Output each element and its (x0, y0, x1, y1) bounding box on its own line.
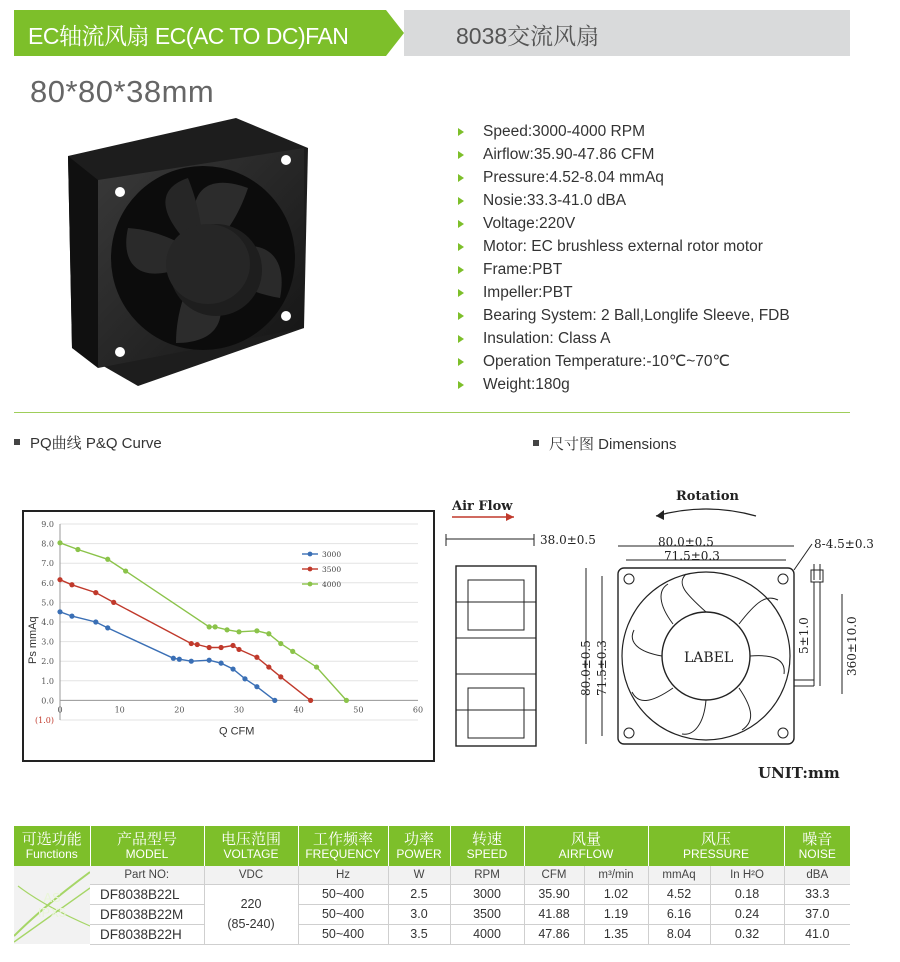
spec-item: Insulation: Class A (456, 327, 876, 350)
functions-cell (14, 866, 90, 944)
data-point (236, 647, 241, 652)
dba-cell: 37.0 (784, 904, 850, 924)
x-tick-label: 60 (412, 705, 424, 715)
speed-cell: 3000 (450, 884, 524, 904)
data-point (266, 664, 271, 669)
mmaq-cell: 6.16 (648, 904, 710, 924)
unit-part-no: Part NO: (90, 866, 204, 884)
col-power: 功率 POWER (388, 826, 450, 866)
data-point (290, 649, 295, 654)
spec-item: Motor: EC brushless external rotor motor (456, 235, 876, 258)
cfm-cell: 47.86 (524, 924, 584, 944)
data-point (278, 674, 283, 679)
section-divider (14, 412, 850, 413)
legend-label: 4000 (322, 580, 342, 589)
data-point (69, 614, 74, 619)
col-noise: 噪音 NOISE (784, 826, 850, 866)
model-cell: DF8038B22M (90, 904, 204, 924)
functions-text: AS IPX5 (37, 890, 67, 920)
spec-item: Bearing System: 2 Ball,Longlife Sleeve, FDB (456, 304, 876, 327)
table-row (14, 924, 850, 944)
dba-cell: 33.3 (784, 884, 850, 904)
data-point (123, 568, 128, 573)
spec-item: Airflow:35.90-47.86 CFM (456, 143, 876, 166)
bullet-icon (458, 358, 464, 366)
data-point (224, 627, 229, 632)
data-point (105, 625, 110, 630)
col-airflow: 风量 AIRFLOW (524, 826, 648, 866)
bullet-icon (458, 335, 464, 343)
y-tick-label: 8.0 (41, 539, 54, 549)
unit-label: UNIT:mm (758, 764, 840, 782)
inh2o-cell: 0.24 (710, 904, 784, 924)
data-point (177, 657, 182, 662)
unit-power: W (388, 866, 450, 884)
power-cell: 2.5 (388, 884, 450, 904)
y-axis-label: Ps mmAq (27, 616, 39, 664)
data-point (254, 655, 259, 660)
data-point (254, 684, 259, 689)
spec-item: Impeller:PBT (456, 281, 876, 304)
bullet-icon (458, 174, 464, 182)
spec-item: Nosie:33.3-41.0 dBA (456, 189, 876, 212)
spec-item: Operation Temperature:-10℃~70℃ (456, 350, 876, 373)
data-point (266, 631, 271, 636)
y-tick-label: 3.0 (41, 637, 54, 647)
data-point (219, 661, 224, 666)
arrow-head-icon (506, 513, 514, 521)
size-title: 80*80*38mm (30, 74, 215, 109)
lead-length-dimension: 360±10.0 (845, 616, 859, 676)
data-point (314, 664, 319, 669)
data-point (278, 641, 283, 646)
legend-label: 3500 (322, 565, 342, 574)
power-cell: 3.0 (388, 904, 450, 924)
freq-cell: 50~400 (298, 924, 388, 944)
square-bullet-icon (14, 439, 20, 445)
dimensions-heading: 尺寸图 Dimensions (533, 433, 677, 454)
x-tick-label: 40 (293, 705, 304, 715)
bullet-icon (458, 220, 464, 228)
unit-cfm: CFM (524, 866, 584, 884)
unit-speed: RPM (450, 866, 524, 884)
label-text: LABEL (684, 650, 734, 666)
data-point (308, 698, 313, 703)
inh2o-cell: 0.32 (710, 924, 784, 944)
data-point (344, 698, 349, 703)
y-tick-label: 4.0 (41, 618, 54, 627)
data-point (57, 540, 62, 545)
x-tick-label: 10 (114, 705, 125, 715)
freq-cell: 50~400 (298, 884, 388, 904)
table-header-row (14, 826, 850, 866)
spec-item: Frame:PBT (456, 258, 876, 281)
col-model: 产品型号 MODEL (90, 826, 204, 866)
col-pressure: 风压 PRESSURE (648, 826, 784, 866)
depth-dimension: 38.0±0.5 (540, 533, 596, 547)
cfm-cell: 35.90 (524, 884, 584, 904)
holes-dimension: 8-4.5±0.3 (814, 537, 874, 551)
table-units-row (14, 866, 850, 884)
data-point (207, 645, 212, 650)
width-outer-dimension: 80.0±0.5 (658, 535, 714, 549)
bullet-icon (458, 151, 464, 159)
unit-inh2o: In H²O (710, 866, 784, 884)
data-point (93, 619, 98, 624)
data-point (230, 643, 235, 648)
speed-cell: 4000 (450, 924, 524, 944)
y-tick-label: 9.0 (41, 520, 54, 529)
legend-marker (308, 582, 313, 587)
x-tick-label: 0 (57, 705, 63, 715)
lead-offset-dimension: 5±1.0 (797, 617, 811, 654)
dba-cell: 41.0 (784, 924, 850, 944)
fan-product-image (58, 118, 318, 390)
legend-label: 3000 (322, 550, 342, 559)
rotation-label: Rotation (676, 489, 739, 504)
data-point (189, 659, 194, 664)
legend-marker (308, 567, 313, 572)
pq-chart (24, 512, 433, 760)
bullet-icon (458, 312, 464, 320)
data-point (195, 642, 200, 647)
m3-cell: 1.19 (584, 904, 648, 924)
m3-cell: 1.35 (584, 924, 648, 944)
bullet-icon (458, 381, 464, 389)
table-row (14, 884, 850, 904)
data-point (236, 629, 241, 634)
unit-mmaq: mmAq (648, 866, 710, 884)
series-line (60, 612, 275, 701)
page-subtitle: 8038交流风扇 (456, 23, 600, 49)
data-point (57, 577, 62, 582)
unit-frequency: Hz (298, 866, 388, 884)
data-point (230, 666, 235, 671)
table-row (14, 904, 850, 924)
y-tick-label: 5.0 (41, 598, 54, 608)
voltage-cell (204, 884, 298, 944)
voltage-range: (85-240) (227, 917, 275, 931)
data-point (219, 645, 224, 650)
series-line (60, 580, 311, 701)
spec-list (456, 120, 876, 396)
data-point (207, 658, 212, 663)
x-tick-label: 30 (233, 705, 245, 715)
spec-item: Voltage:220V (456, 212, 876, 235)
air-flow-label: Air Flow (452, 499, 513, 514)
data-point (242, 676, 247, 681)
power-cell: 3.5 (388, 924, 450, 944)
header-arrow (386, 10, 404, 56)
voltage-value: 220 (240, 897, 262, 911)
cfm-cell: 41.88 (524, 904, 584, 924)
freq-cell: 50~400 (298, 904, 388, 924)
data-point (272, 698, 277, 703)
col-frequency: 工作频率 FREQUENCY (298, 826, 388, 866)
inh2o-cell: 0.18 (710, 884, 784, 904)
spec-item: Pressure:4.52-8.04 mmAq (456, 166, 876, 189)
speed-cell: 3500 (450, 904, 524, 924)
bullet-icon (458, 128, 464, 136)
dimension-drawing (436, 484, 896, 794)
spec-item: Weight:180g (456, 373, 876, 396)
data-point (105, 557, 110, 562)
data-point (69, 582, 74, 587)
y-tick-label: (1.0) (35, 716, 54, 725)
data-point (189, 641, 194, 646)
spec-item: Speed:3000-4000 RPM (456, 120, 876, 143)
bullet-icon (458, 266, 464, 274)
height-outer-dimension: 80.0±0.5 (579, 640, 593, 696)
model-cell: DF8038B22L (90, 884, 204, 904)
data-point (213, 624, 218, 629)
y-tick-label: 6.0 (41, 578, 54, 588)
pq-chart-frame (22, 510, 435, 762)
y-tick-label: 2.0 (41, 657, 54, 667)
x-tick-label: 50 (353, 705, 364, 715)
data-point (57, 609, 62, 614)
col-functions: 可选功能 Functions (14, 826, 90, 866)
square-bullet-icon (533, 440, 539, 446)
mmaq-cell: 8.04 (648, 924, 710, 944)
x-axis-label: Q CFM (219, 725, 255, 738)
data-point (171, 656, 176, 661)
y-tick-label: 1.0 (41, 676, 54, 686)
bullet-icon (458, 243, 464, 251)
legend-marker (308, 552, 313, 557)
data-point (254, 628, 259, 633)
rotation-arrow (656, 509, 756, 516)
height-inner-dimension: 71.5±0.3 (595, 640, 609, 696)
data-point (75, 547, 80, 552)
page-title: EC轴流风扇 EC(AC TO DC)FAN (28, 23, 349, 49)
pq-curve-heading: PQ曲线 P&Q Curve (14, 432, 162, 453)
y-tick-label: 7.0 (41, 559, 54, 569)
y-tick-label: 0.0 (41, 696, 54, 706)
unit-m3min: m³/min (584, 866, 648, 884)
col-speed: 转速 SPEED (450, 826, 524, 866)
bullet-icon (458, 289, 464, 297)
data-point (111, 600, 116, 605)
m3-cell: 1.02 (584, 884, 648, 904)
data-point (93, 590, 98, 595)
mmaq-cell: 4.52 (648, 884, 710, 904)
bullet-icon (458, 197, 464, 205)
spec-table (14, 826, 850, 945)
model-cell: DF8038B22H (90, 924, 204, 944)
unit-voltage: VDC (204, 866, 298, 884)
x-tick-label: 20 (174, 705, 185, 715)
data-point (207, 624, 212, 629)
col-voltage: 电压范围 VOLTAGE (204, 826, 298, 866)
unit-dba: dBA (784, 866, 850, 884)
width-inner-dimension: 71.5±0.3 (664, 549, 720, 563)
